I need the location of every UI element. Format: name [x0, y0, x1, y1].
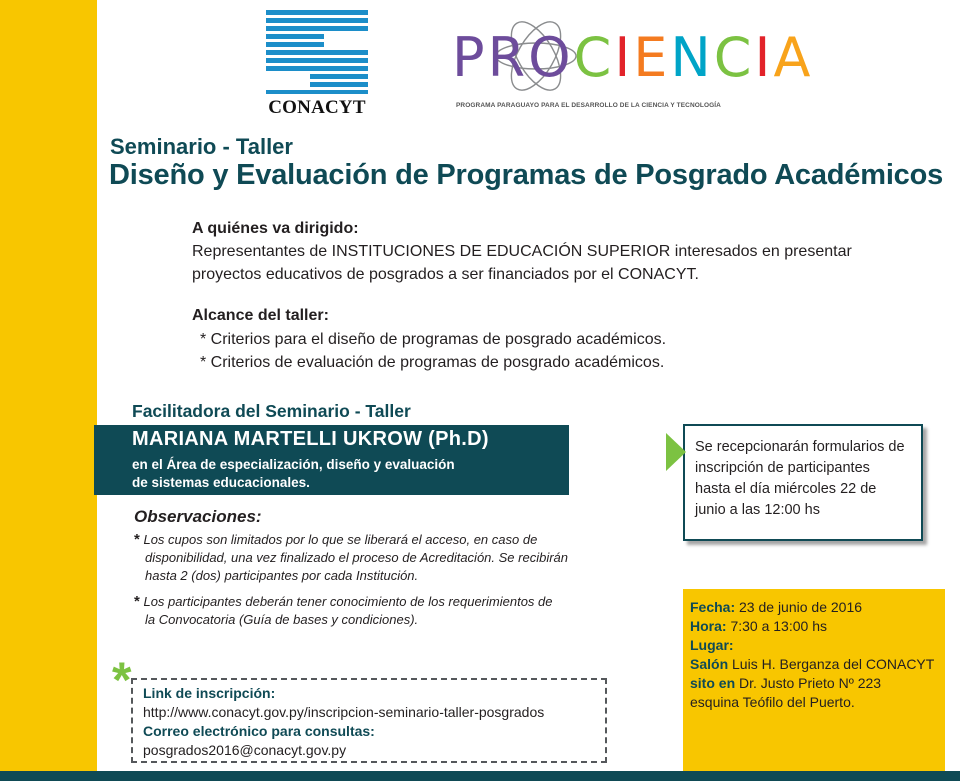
email-label: Correo electrónico para consultas:: [143, 723, 375, 739]
footer-bar: [0, 771, 960, 781]
prociencia-letter: PR: [452, 26, 529, 89]
contact-email-link[interactable]: posgrados2016@conacyt.gov.py: [143, 742, 347, 758]
prociencia-letter: I: [754, 26, 774, 89]
audience-line: proyectos educativos de posgrados a ser financiados por el CONACYT.: [192, 266, 699, 283]
date-label: Fecha:: [690, 599, 736, 615]
address-value: Dr. Justo Prieto Nº 223: [735, 675, 882, 691]
event-info-text: [690, 598, 934, 712]
observation-line: disponibilidad, una vez finalizado el proceso de Acreditación. Se recibirán: [145, 550, 568, 565]
prociencia-letter: C: [573, 26, 615, 89]
deadline-notice-text: [695, 437, 905, 521]
audience-heading: A quiénes va dirigido:: [192, 220, 359, 237]
time-value: 7:30 a 13:00 hs: [726, 618, 827, 634]
observation-line: hasta 2 (dos) participantes por cada Institución.: [145, 568, 419, 583]
bullet-star-icon: *: [134, 593, 140, 610]
conacyt-logo-text: CONACYT: [268, 97, 366, 118]
green-asterisk-icon: *: [112, 652, 132, 708]
observation-item-2: [134, 593, 553, 629]
facilitator-label: Facilitadora del Seminario - Taller: [132, 401, 411, 421]
registration-text: [143, 684, 544, 760]
facilitator-desc-line: de sistemas educacionales.: [132, 475, 310, 490]
observation-line: Los participantes deberán tener conocimiento de los requerimientos de: [143, 594, 553, 609]
room-label: Salón: [690, 656, 729, 672]
prociencia-tagline: PROGRAMA PARAGUAYO PARA EL DESARROLLO DE LA CIENCIA Y TECNOLOGÍA: [456, 102, 721, 109]
prociencia-letter: O: [528, 26, 574, 89]
page-title: Diseño y Evaluación de Programas de Posgrado Académicos: [109, 159, 944, 191]
prociencia-letter: A: [773, 26, 814, 89]
date-value: 23 de junio de 2016: [735, 599, 863, 615]
scope-item: * Criterios para el diseño de programas de posgrado académicos.: [200, 331, 667, 348]
observation-line: la Convocatoria (Guía de bases y condiciones).: [145, 612, 419, 627]
facilitator-description: [132, 456, 455, 492]
left-yellow-band: [0, 0, 97, 781]
observation-line: Los cupos son limitados por lo que se liberará el acceso, en caso de: [143, 532, 538, 547]
registration-link[interactable]: http://www.conacyt.gov.py/inscripcion-seminario-taller-posgrados: [143, 704, 545, 720]
page-subtitle: Seminario - Taller: [110, 134, 293, 159]
address-label: sito en: [690, 675, 736, 691]
notice-line: hasta el día miércoles 22 de: [695, 481, 877, 497]
place-label: Lugar:: [690, 637, 734, 653]
arrow-right-icon: [664, 433, 688, 471]
facilitator-name: MARIANA MARTELLI UKROW (Ph.D): [132, 428, 489, 450]
prociencia-logo-text: [452, 28, 813, 88]
notice-line: inscripción de participantes: [695, 460, 870, 476]
observations-title: Observaciones:: [134, 507, 262, 526]
prociencia-letter: I: [614, 26, 634, 89]
audience-line: Representantes de INSTITUCIONES DE EDUCACIÓN SUPERIOR interesados en presentar: [192, 243, 852, 260]
address-line2: esquina Teófilo del Puerto.: [690, 694, 855, 710]
notice-line: junio a las 12:00 hs: [695, 502, 820, 518]
prociencia-letter: N: [670, 26, 714, 89]
scope-heading: Alcance del taller:: [192, 307, 329, 324]
time-label: Hora:: [690, 618, 727, 634]
notice-line: Se recepcionarán formularios de: [695, 439, 905, 455]
prociencia-letter: E: [633, 26, 671, 89]
scope-item: * Criterios de evaluación de programas de posgrado académicos.: [200, 354, 665, 371]
observation-item-1: [134, 531, 568, 585]
facilitator-desc-line: en el Área de especialización, diseño y evaluación: [132, 457, 455, 472]
prociencia-letter: C: [713, 26, 755, 89]
link-label: Link de inscripción:: [143, 685, 276, 701]
bullet-star-icon: *: [134, 531, 140, 548]
room-value: Luis H. Berganza del CONACYT: [728, 656, 935, 672]
